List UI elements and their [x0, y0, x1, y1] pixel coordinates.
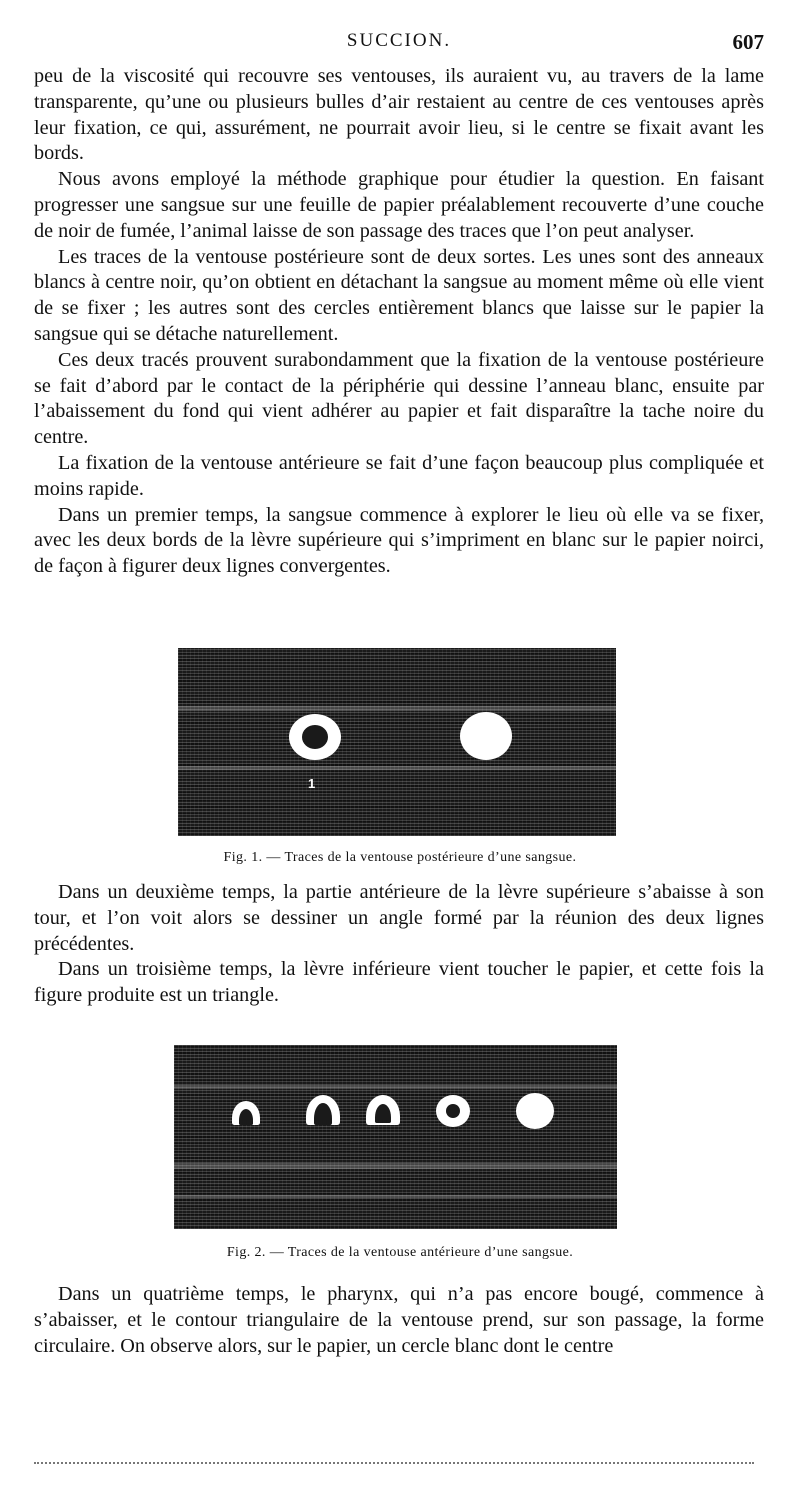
text-block-top: [34, 64, 764, 580]
ring-trace: [289, 714, 341, 760]
paragraph: peu de la viscosité qui recouvre ses ventouses, ils auraient vu, au travers de la lame transparente, qu’une ou plusieurs bulles d’air restaient au centre de ces ventouses après leur fixation, ce qui, assurément, ne pourrait avoir lieu, si le centre se fixait avant les bords.: [34, 65, 764, 165]
page-number: 607: [732, 30, 764, 54]
figure-2-image: [174, 1045, 617, 1229]
figure-2-caption: Fig. 2. — Traces de la ventouse antérieure d’une sangsue.: [226, 1245, 574, 1260]
converging-lines-trace: [232, 1101, 260, 1125]
footer-rule: [34, 1462, 754, 1464]
running-head: [34, 30, 764, 56]
disc-trace: [460, 712, 512, 760]
paragraph: Dans un quatrième temps, le pharynx, qui n’a pas encore bougé, commence à s’abaisser, et le contour triangulaire de la ventouse prend, sur son passage, la forme circulaire. On observe alors, sur le papier, un cercle blanc dont le centre: [34, 1283, 764, 1357]
paragraph: Nous avons employé la méthode graphique pour étudier la question. En faisant progresser une sangsue sur une feuille de papier préalablement recouverte d’une couche de noir de fumée, l’animal laisse de son passage des traces que l’on peut analyser.: [34, 168, 764, 242]
figure-1-image: [178, 648, 616, 836]
paragraph: Les traces de la ventouse postérieure sont de deux sortes. Les unes sont des anneaux blancs à centre noir, qu’on obtient en détachant la sangsue au moment même où elle vient de se fixer ; les autres sont des cercles entièrement blancs que laisse sur le papier la sangsue qui se détache naturellement.: [34, 245, 764, 345]
paragraph: Ces deux tracés prouvent surabondamment que la fixation de la ventouse postérieure se fait d’abord par le contact de la périphérie qui dessine l’anneau blanc, ensuite par l’abaissement du fond qui vient adhérer au papier et fait disparaître la tache noire du centre.: [34, 348, 764, 449]
text-block-middle: [34, 880, 764, 1009]
paragraph: Dans un premier temps, la sangsue commence à explorer le lieu où elle va se fixer, avec les deux bords de la lèvre supérieure qui s’impriment en blanc sur le papier noirci, de façon à figurer deux lignes convergentes.: [34, 503, 764, 578]
paragraph: Dans un deuxième temps, la partie antérieure de la lèvre supérieure s’abaisse à son tour, et l’on voit alors se dessiner un angle formé par la réunion des deux lignes précédentes.: [34, 881, 764, 955]
angle-trace: [306, 1095, 340, 1125]
triangle-trace: [366, 1095, 400, 1125]
figure-1-caption: Fig. 1. — Traces de la ventouse postérieure d’une sangsue.: [223, 850, 577, 865]
text-block-bottom: [34, 1282, 764, 1359]
disc-trace: [516, 1093, 554, 1129]
figure-mark: 1: [308, 776, 316, 791]
running-title: SUCCION.: [346, 30, 452, 51]
paragraph: Dans un troisième temps, la lèvre inférieure vient toucher le papier, et cette fois la figure produite est un triangle.: [34, 958, 764, 1007]
paragraph: La fixation de la ventouse antérieure se fait d’une façon beaucoup plus compliquée et moins rapide.: [34, 451, 764, 500]
ring-trace: [436, 1095, 470, 1127]
